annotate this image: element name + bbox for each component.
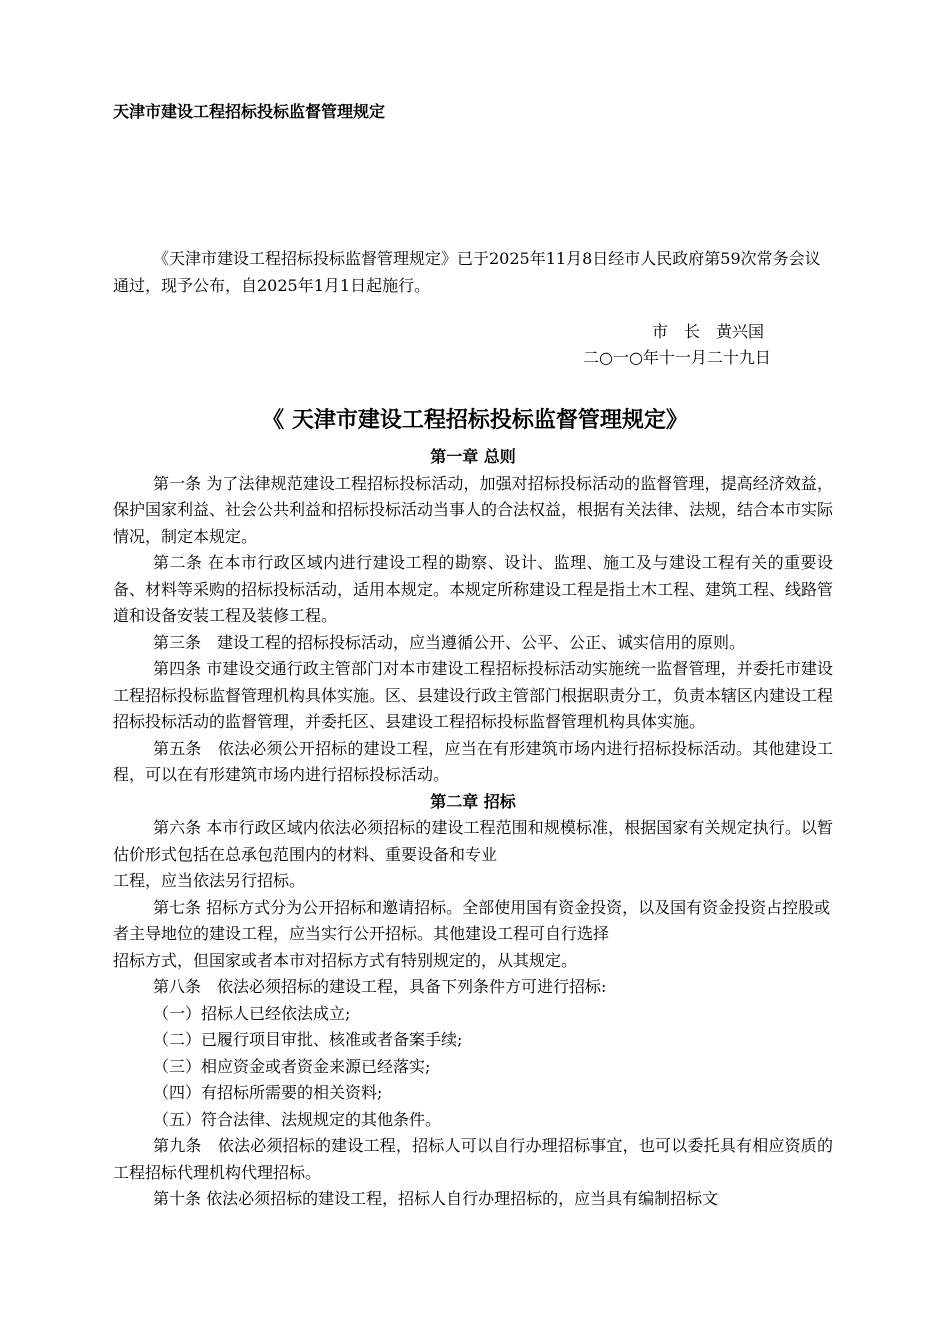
article-9: 第九条 依法必须招标的建设工程，招标人可以自行办理招标事宜，也可以委托具有相应资质的工程招标代理机构代理招标。 bbox=[113, 1136, 833, 1182]
article-8-item: （三）相应资金或者资金来源已经落实; bbox=[153, 1056, 431, 1076]
article-10: 第十条 依法必须招标的建设工程，招标人自行办理招标的，应当具有编制招标文 bbox=[153, 1189, 719, 1208]
signature-date: 二○一○年十一月二十九日 bbox=[583, 348, 771, 367]
document-top-title: 天津市建设工程招标投标监督管理规定 bbox=[113, 102, 386, 121]
article-6-continuation: 工程，应当依法另行招标。 bbox=[113, 871, 306, 890]
article-3: 第三条 建设工程的招标投标活动，应当遵循公开、公平、公正、诚实信用的原则。 bbox=[153, 632, 746, 652]
regulation-content bbox=[113, 444, 833, 1213]
chapter-heading: 第一章 总则 bbox=[430, 447, 516, 466]
article-8-item: （一）招标人已经依法成立; bbox=[153, 1003, 351, 1023]
signature-mayor: 市 长 黄兴国 bbox=[652, 322, 765, 341]
article-6: 第六条 本市行政区域内依法必须招标的建设工程范围和规模标准，根据国家有关规定执行。以暂估价形式包括在总承包范围内的材料、重要设备和专业 bbox=[113, 818, 833, 864]
article-7: 第七条 招标方式分为公开招标和邀请招标。全部使用国有资金投资，以及国有资金投资占控股或者主导地位的建设工程，应当实行公开招标。其他建设工程可自行选择 bbox=[113, 897, 831, 943]
promulgation-preamble: 《天津市建设工程招标投标监督管理规定》已于2025年11月8日经市人民政府第59次常务会议通过，现予公布，自2025年1月1日起施行。 bbox=[113, 249, 821, 295]
chapter-heading: 第二章 招标 bbox=[430, 791, 516, 811]
article-5: 第五条 依法必须公开招标的建设工程，应当在有形建筑市场内进行招标投标活动。其他建设工程，可以在有形建筑市场内进行招标投标活动。 bbox=[113, 738, 833, 784]
article-8-item: （二）已履行项目审批、核准或者备案手续; bbox=[153, 1030, 463, 1049]
article-4: 第四条 市建设交通行政主管部门对本市建设工程招标投标活动实施统一监督管理，并委托市建设工程招标投标监督管理机构具体实施。区、县建设行政主管部门根据职责分工，负责本辖区内建设工程招标投标活动的监督管理，并委托区、县建设工程招标投标监督管理机构具体实施。 bbox=[113, 659, 834, 731]
article-7-continuation: 招标方式，但国家或者本市对招标方式有特别规定的，从其规定。 bbox=[113, 950, 578, 970]
regulation-main-heading: 《 天津市建设工程招标投标监督管理规定》 bbox=[262, 408, 688, 433]
article-1: 第一条 为了法律规范建设工程招标投标活动，加强对招标投标活动的监督管理，提高经济效益，保护国家利益、社会公共利益和招标投标活动当事人的合法权益，根据有关法律、法规，结合本市实际情况，制定本规定。 bbox=[113, 473, 834, 546]
article-8-item: （四）有招标所需要的相关资料; bbox=[153, 1083, 383, 1102]
article-8: 第八条 依法必须招标的建设工程，具备下列条件方可进行招标: bbox=[153, 977, 607, 996]
article-2: 第二条 在本市行政区域内进行建设工程的勘察、设计、监理、施工及与建设工程有关的重要设备、材料等采购的招标投标活动，适用本规定。本规定所称建设工程是指土木工程、建筑工程、线路管道和设备安装工程及装修工程。 bbox=[113, 553, 834, 625]
article-8-item: （五）符合法律、法规规定的其他条件。 bbox=[153, 1109, 442, 1129]
